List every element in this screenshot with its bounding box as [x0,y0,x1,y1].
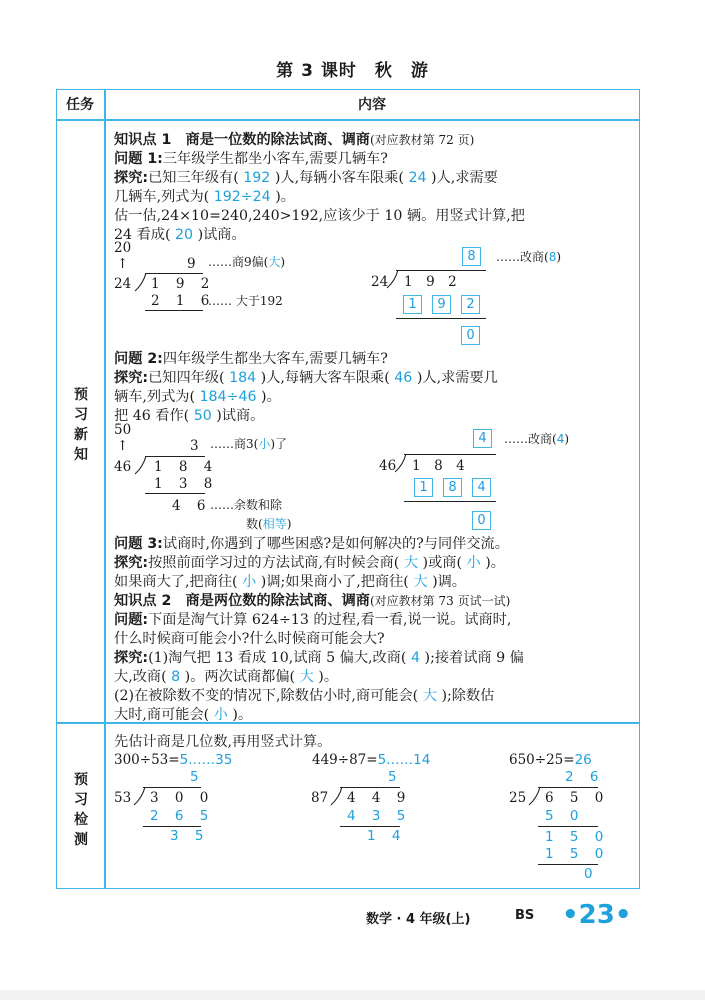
page-number: •23• [562,900,632,930]
k2-explore-line2: 大,改商( 8 )。两次试商都偏( 大 )。 [114,669,339,685]
answer-192: 192 [243,170,271,186]
answer-24: 24 [408,170,427,186]
k2-question-line1: 问题:下面是淘气计算 624÷13 的过程,看一看,说一说。试商时, [114,612,512,628]
trial-line: 24 看成( 20 )试商。 [114,227,246,243]
trial-line-2: 把 46 看作( 50 )试商。 [114,408,265,424]
footer-subject: 数学 · 4 年级(上) [366,912,471,927]
explore-2-line2: 辆车,列式为( 184÷46 )。 [114,389,281,405]
answer-184: 184 [229,370,257,386]
answer-192div24: 192÷24 [213,189,271,205]
answer-184div46: 184÷46 [199,389,257,405]
k2-explore-line4: 大时,商可能会( 小 )。 [114,707,253,723]
answer-50: 50 [193,408,212,424]
bottom-bar [0,990,705,1000]
explore-2-line1: 探究:已知四年级( 184 )人,每辆大客车限乘( 46 )人,求需要几 [114,370,498,386]
knowledge-2-heading: 知识点 2 商是两位数的除法试商、调商(对应教材第 73 页试一试) [114,593,511,609]
explore-3-line1: 探究:按照前面学习过的方法试商,有时候会商( 大 )或商( 小 )。 [114,555,505,571]
explore-3-line2: 如果商大了,把商往( 小 )调;如果商小了,把商往( 大 )调。 [114,574,466,590]
table-divider [104,89,106,889]
section-preview-label: 预 习 新 知 [74,387,88,463]
explore-1-line2: 几辆车,列式为( 192÷24 )。 [114,189,295,205]
check-instruction: 先估计商是几位数,再用竖式计算。 [114,734,332,750]
answer-46: 46 [394,370,413,386]
question-1: 问题 1:三年级学生都坐小客车,需要几辆车? [114,151,388,167]
k2-explore-line1: 探究:(1)淘气把 13 看成 10,试商 5 偏大,改商( 4 );接着试商 9 偏 [114,650,524,666]
footer-edition: BS [515,908,535,923]
question-2: 问题 2:四年级学生都坐大客车,需要几辆车? [114,351,388,367]
explore-1-line1: 探究:已知三年级有( 192 )人,每辆小客车限乘( 24 )人,求需要 [114,170,498,186]
section-check-label: 预 习 检 测 [74,772,88,848]
answer-20: 20 [175,227,194,243]
knowledge-1-heading: 知识点 1 商是一位数的除法试商、调商(对应教材第 72 页) [114,132,475,148]
header-content: 内容 [358,97,386,113]
estimate-line: 估一估,24×10=240,240>192,应该少于 10 辆。用竖式计算,把 [114,208,525,224]
header-divider [56,119,640,121]
question-3: 问题 3:试商时,你遇到了哪些困惑?是如何解决的?与同伴交流。 [114,536,509,552]
page-title: 第 3 课时 秋 游 [276,61,429,81]
k2-question-line2: 什么时候商可能会小?什么时候商可能会大? [114,631,385,647]
header-task: 任务 [66,97,94,113]
k2-explore-line3: (2)在被除数不变的情况下,除数估小时,商可能会( 大 );除数估 [114,688,495,704]
